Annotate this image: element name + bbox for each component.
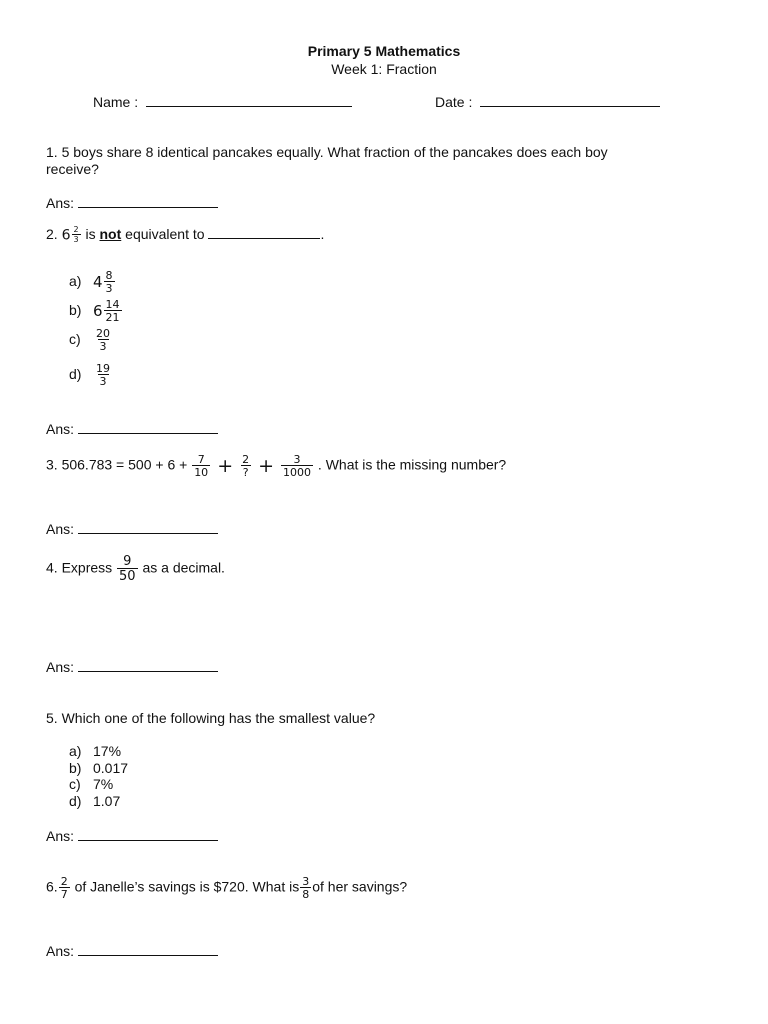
- question-2-blank[interactable]: [208, 226, 320, 239]
- option-label: a): [69, 743, 82, 759]
- text-not: not: [99, 226, 122, 242]
- denominator: 50: [119, 569, 136, 584]
- question-1-line-1: 1. 5 boys share 8 identical pancakes equally. What fraction of the pancakes does each boy: [46, 144, 608, 160]
- numerator: 9: [123, 554, 132, 569]
- fraction: [104, 270, 115, 294]
- question-5: 5. Which one of the following has the smallest value?: [46, 710, 376, 726]
- answer-blank[interactable]: [78, 421, 218, 434]
- option-value: 0.017: [93, 760, 129, 776]
- option-label: b): [69, 760, 82, 776]
- mixed-whole: 6: [93, 302, 103, 320]
- option-5d[interactable]: [69, 793, 120, 809]
- option-2a[interactable]: [69, 270, 116, 294]
- denominator: 8: [302, 888, 310, 901]
- plus-sign: +: [258, 455, 275, 477]
- denominator: 3: [105, 282, 113, 295]
- answer-3: [46, 521, 218, 537]
- plus-sign: +: [217, 455, 234, 477]
- answer-label: Ans:: [46, 521, 75, 537]
- option-5a[interactable]: [69, 743, 121, 759]
- question-4-prefix: 4. Express: [46, 559, 113, 576]
- date-field: [435, 94, 660, 110]
- name-blank[interactable]: [146, 94, 352, 107]
- fraction: [192, 454, 210, 478]
- answer-1: [46, 195, 218, 211]
- question-2-number: 2.: [46, 226, 58, 242]
- option-label: d): [69, 793, 82, 809]
- denominator: 3: [99, 375, 107, 388]
- question-4-suffix: as a decimal.: [142, 559, 225, 576]
- worksheet-title: Primary 5 Mathematics: [307, 43, 461, 59]
- question-6-number: 6.: [46, 878, 58, 895]
- fraction: [59, 876, 70, 900]
- answer-label: Ans:: [46, 195, 75, 211]
- name-field: [93, 94, 352, 110]
- denominator: ?: [242, 466, 249, 479]
- option-2c[interactable]: [69, 328, 113, 352]
- numerator: 14: [105, 298, 120, 311]
- denominator: 3: [73, 235, 79, 245]
- fraction: [94, 328, 112, 352]
- numerator: 19: [96, 362, 110, 375]
- option-value: 1.07: [93, 793, 121, 809]
- fraction: [281, 454, 313, 478]
- numerator: 2: [60, 875, 68, 888]
- answer-blank[interactable]: [78, 943, 218, 956]
- answer-blank[interactable]: [78, 521, 218, 534]
- question-3: [46, 454, 506, 478]
- option-5c[interactable]: [69, 776, 113, 792]
- denominator: 1000: [283, 466, 312, 479]
- numerator: 7: [197, 453, 205, 466]
- option-label: a): [69, 272, 82, 289]
- date-blank[interactable]: [480, 94, 660, 107]
- answer-blank[interactable]: [78, 659, 218, 672]
- option-label: c): [69, 776, 81, 792]
- denominator: 10: [194, 466, 209, 479]
- option-value: 7%: [93, 776, 114, 792]
- answer-4: [46, 659, 218, 675]
- fraction: [300, 876, 311, 900]
- answer-blank[interactable]: [78, 828, 218, 841]
- answer-label: Ans:: [46, 659, 75, 675]
- question-2: [46, 226, 324, 244]
- fraction: [104, 299, 122, 323]
- mixed-whole: 6: [61, 227, 71, 244]
- question-6: [46, 876, 407, 900]
- numerator: 3: [302, 875, 310, 888]
- numerator: 2: [73, 225, 79, 235]
- answer-6: [46, 943, 218, 959]
- answer-label: Ans:: [46, 421, 75, 437]
- option-2b[interactable]: [69, 299, 123, 323]
- numerator: 3: [293, 453, 301, 466]
- numerator: 8: [105, 269, 113, 282]
- period: .: [320, 226, 325, 242]
- question-6-suffix: of her savings?: [312, 878, 408, 895]
- question-3-suffix: . What is the missing number?: [317, 456, 507, 473]
- text-equivalent: equivalent to: [125, 226, 205, 242]
- mixed-whole: 4: [93, 273, 103, 291]
- text-is: is: [85, 226, 96, 242]
- denominator: 3: [99, 340, 107, 353]
- option-value: 17%: [93, 743, 122, 759]
- date-label: Date :: [435, 94, 473, 110]
- option-label: b): [69, 301, 82, 318]
- name-label: Name :: [93, 94, 139, 110]
- answer-label: Ans:: [46, 828, 75, 844]
- worksheet-subtitle: Week 1: Fraction: [331, 61, 437, 77]
- answer-label: Ans:: [46, 943, 75, 959]
- question-1-line-2: receive?: [46, 161, 99, 177]
- question-4: [46, 555, 225, 583]
- numerator: 2: [242, 453, 250, 466]
- fraction: [240, 454, 251, 478]
- numerator: 20: [96, 327, 110, 340]
- denominator: 7: [60, 888, 68, 901]
- option-2d[interactable]: [69, 363, 113, 387]
- answer-5: [46, 828, 218, 844]
- option-label: c): [69, 330, 81, 347]
- option-label: d): [69, 365, 82, 382]
- answer-2: [46, 421, 218, 437]
- option-5b[interactable]: [69, 760, 128, 776]
- denominator: 21: [105, 311, 120, 324]
- fraction: [72, 226, 81, 244]
- answer-blank[interactable]: [78, 195, 218, 208]
- fraction: [94, 363, 112, 387]
- question-6-middle: of Janelle’s savings is $720. What is: [74, 878, 300, 895]
- fraction: [117, 555, 138, 583]
- question-3-prefix: 3. 506.783 = 500 + 6 +: [46, 456, 188, 473]
